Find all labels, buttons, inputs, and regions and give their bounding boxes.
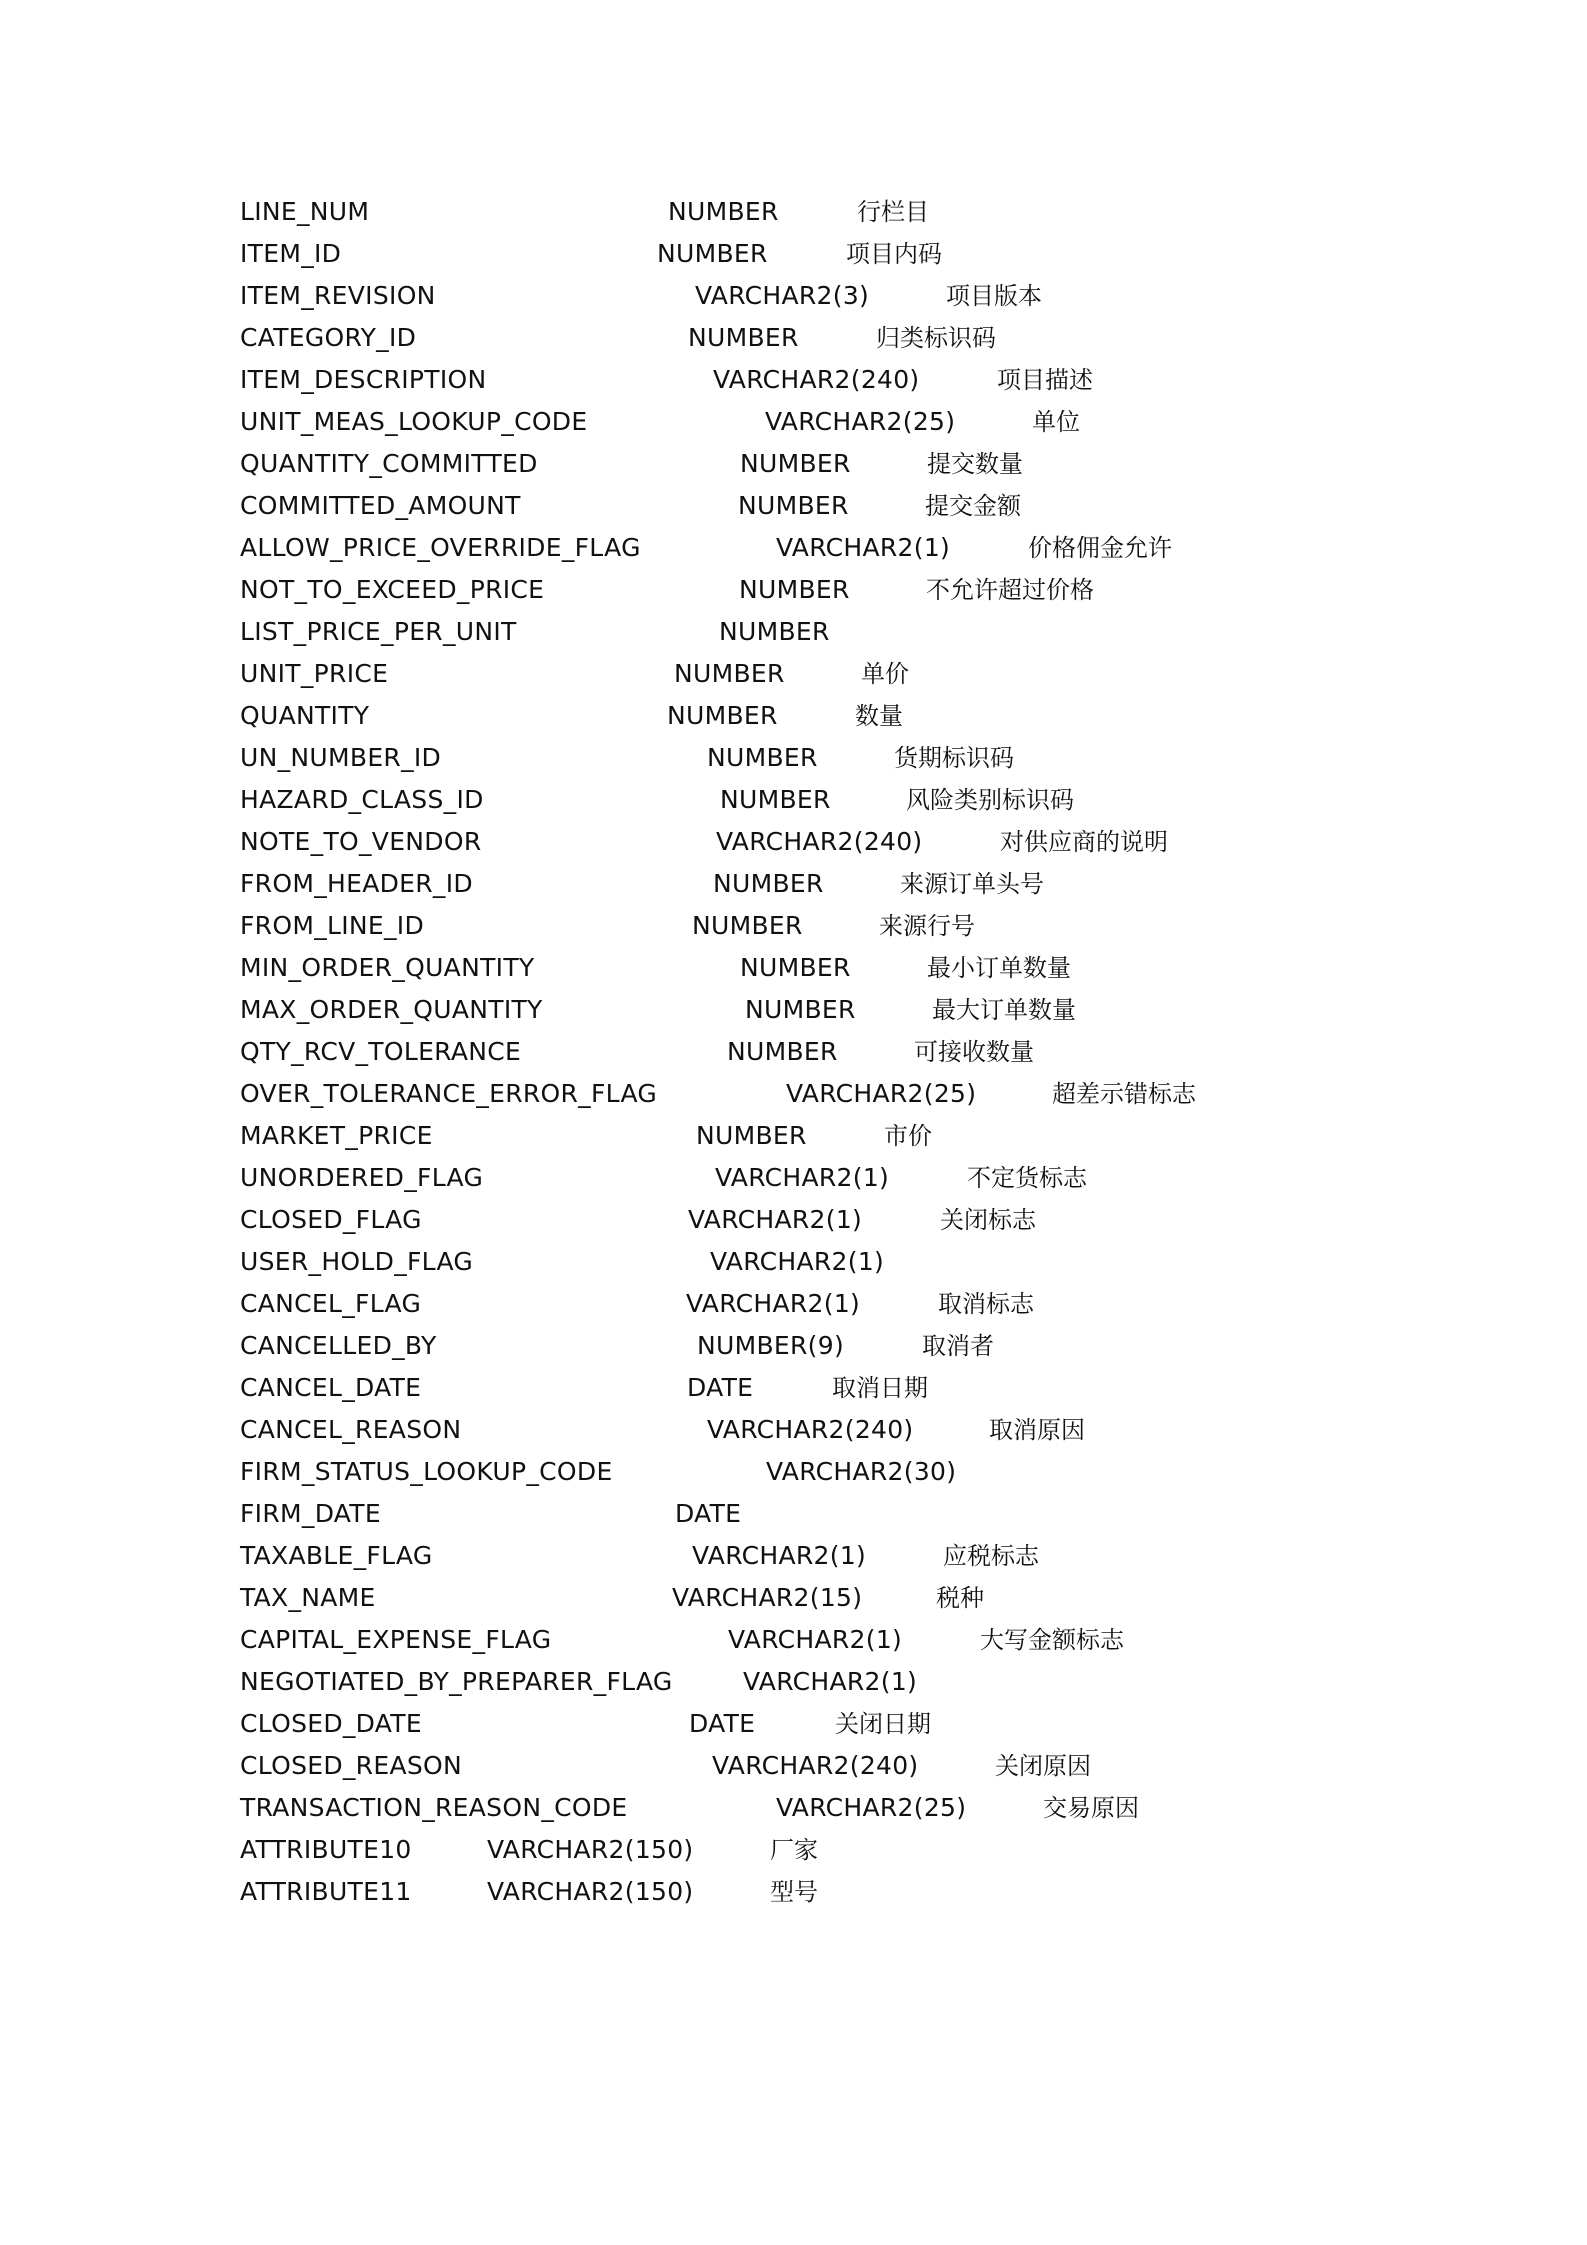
field-type: VARCHAR2(3) [695, 281, 870, 310]
field-name: TAX_NAME [240, 1583, 376, 1612]
field-type: DATE [687, 1373, 754, 1402]
field-name: USER_HOLD_FLAG [240, 1247, 474, 1276]
field-description: 货期标识码 [894, 744, 1014, 772]
field-type: NUMBER [740, 953, 851, 982]
field-description: 厂家 [770, 1836, 818, 1864]
field-description: 项目描述 [997, 366, 1093, 394]
field-description: 最大订单数量 [932, 996, 1076, 1024]
field-name: CATEGORY_ID [240, 323, 417, 352]
field-type: VARCHAR2(240) [712, 1751, 919, 1780]
field-name: UNIT_MEAS_LOOKUP_CODE [240, 407, 588, 436]
field-description: 项目内码 [846, 240, 942, 268]
field-description: 价格佣金允许 [1028, 534, 1172, 562]
field-name: QTY_RCV_TOLERANCE [240, 1037, 522, 1066]
field-name: ATTRIBUTE11 [240, 1877, 412, 1906]
field-name: LINE_NUM [240, 197, 370, 226]
field-type: DATE [675, 1499, 742, 1528]
field-type: NUMBER [719, 617, 830, 646]
field-description: 行栏目 [857, 198, 929, 226]
field-name: FIRM_DATE [240, 1499, 381, 1528]
field-description: 单价 [861, 660, 909, 688]
field-name: CANCELLED_BY [240, 1331, 437, 1360]
field-description: 超差示错标志 [1052, 1080, 1196, 1108]
field-name: UNIT_PRICE [240, 659, 389, 688]
field-name: QUANTITY_COMMITTED [240, 449, 538, 478]
field-type: NUMBER [696, 1121, 807, 1150]
field-name: NEGOTIATED_BY_PREPARER_FLAG [240, 1667, 673, 1696]
field-description: 关闭日期 [835, 1710, 931, 1738]
field-name: CLOSED_FLAG [240, 1205, 422, 1234]
field-type: VARCHAR2(25) [765, 407, 956, 436]
field-name: CANCEL_REASON [240, 1415, 462, 1444]
field-description: 数量 [855, 702, 903, 730]
field-description: 风险类别标识码 [906, 786, 1074, 814]
field-name: TAXABLE_FLAG [240, 1541, 433, 1570]
field-description: 税种 [936, 1584, 984, 1612]
field-type: NUMBER [720, 785, 831, 814]
field-type: VARCHAR2(1) [686, 1289, 861, 1318]
field-type: VARCHAR2(1) [776, 533, 951, 562]
field-type: NUMBER [738, 491, 849, 520]
field-name: OVER_TOLERANCE_ERROR_FLAG [240, 1079, 658, 1108]
field-name: MAX_ORDER_QUANTITY [240, 995, 543, 1024]
field-name: ITEM_ID [240, 239, 342, 268]
field-name: MARKET_PRICE [240, 1121, 433, 1150]
field-name: CLOSED_REASON [240, 1751, 463, 1780]
field-type: VARCHAR2(150) [487, 1835, 694, 1864]
field-description: 来源订单头号 [900, 870, 1044, 898]
field-type: VARCHAR2(1) [692, 1541, 867, 1570]
field-type: VARCHAR2(240) [716, 827, 923, 856]
field-description: 不允许超过价格 [926, 576, 1094, 604]
field-description: 来源行号 [879, 912, 975, 940]
field-name: QUANTITY [240, 701, 370, 730]
field-type: NUMBER(9) [697, 1331, 844, 1360]
field-description: 提交金额 [925, 492, 1021, 520]
field-type: VARCHAR2(15) [672, 1583, 863, 1612]
field-type: VARCHAR2(1) [710, 1247, 885, 1276]
field-description: 项目版本 [946, 282, 1042, 310]
field-name: MIN_ORDER_QUANTITY [240, 953, 535, 982]
field-type: VARCHAR2(25) [776, 1793, 967, 1822]
field-name: HAZARD_CLASS_ID [240, 785, 484, 814]
field-description: 型号 [770, 1878, 818, 1906]
field-type: NUMBER [745, 995, 856, 1024]
field-description: 归类标识码 [876, 324, 996, 352]
field-type: VARCHAR2(150) [487, 1877, 694, 1906]
field-type: NUMBER [713, 869, 824, 898]
field-type: NUMBER [657, 239, 768, 268]
field-name: NOTE_TO_VENDOR [240, 827, 482, 856]
field-name: UNORDERED_FLAG [240, 1163, 484, 1192]
field-type: VARCHAR2(240) [713, 365, 920, 394]
field-type: NUMBER [667, 701, 778, 730]
field-name: CAPITAL_EXPENSE_FLAG [240, 1625, 552, 1654]
field-description: 提交数量 [927, 450, 1023, 478]
field-name: UN_NUMBER_ID [240, 743, 442, 772]
field-type: VARCHAR2(240) [707, 1415, 914, 1444]
field-name: TRANSACTION_REASON_CODE [240, 1793, 628, 1822]
field-type: NUMBER [692, 911, 803, 940]
field-description: 取消日期 [832, 1374, 928, 1402]
field-type: NUMBER [688, 323, 799, 352]
field-type: NUMBER [739, 575, 850, 604]
field-description: 单位 [1032, 408, 1080, 436]
field-type: VARCHAR2(30) [766, 1457, 957, 1486]
field-type: NUMBER [707, 743, 818, 772]
field-description: 对供应商的说明 [1000, 828, 1168, 856]
field-name: FROM_LINE_ID [240, 911, 425, 940]
field-type: VARCHAR2(1) [688, 1205, 863, 1234]
field-type: NUMBER [740, 449, 851, 478]
field-name: ITEM_REVISION [240, 281, 436, 310]
field-name: CANCEL_FLAG [240, 1289, 422, 1318]
field-name: COMMITTED_AMOUNT [240, 491, 521, 520]
field-type: VARCHAR2(1) [743, 1667, 918, 1696]
field-type: VARCHAR2(25) [786, 1079, 977, 1108]
field-type: VARCHAR2(1) [715, 1163, 890, 1192]
field-name: LIST_PRICE_PER_UNIT [240, 617, 517, 646]
field-description: 交易原因 [1043, 1794, 1139, 1822]
field-type: NUMBER [674, 659, 785, 688]
field-name: ATTRIBUTE10 [240, 1835, 412, 1864]
field-description: 取消原因 [989, 1416, 1085, 1444]
field-description: 最小订单数量 [927, 954, 1071, 982]
field-name: ALLOW_PRICE_OVERRIDE_FLAG [240, 533, 641, 562]
field-description: 取消标志 [938, 1290, 1034, 1318]
field-description: 关闭标志 [940, 1206, 1036, 1234]
field-type: DATE [689, 1709, 756, 1738]
field-description: 应税标志 [943, 1542, 1039, 1570]
field-name: CLOSED_DATE [240, 1709, 422, 1738]
field-description: 取消者 [922, 1332, 994, 1360]
field-name: FROM_HEADER_ID [240, 869, 473, 898]
field-description: 不定货标志 [967, 1164, 1087, 1192]
field-name: ITEM_DESCRIPTION [240, 365, 487, 394]
field-description: 大写金额标志 [980, 1626, 1124, 1654]
field-description: 关闭原因 [995, 1752, 1091, 1780]
field-type: NUMBER [727, 1037, 838, 1066]
field-type: NUMBER [668, 197, 779, 226]
field-description: 市价 [884, 1122, 932, 1150]
field-name: CANCEL_DATE [240, 1373, 422, 1402]
field-type: VARCHAR2(1) [728, 1625, 903, 1654]
field-name: NOT_TO_EXCEED_PRICE [240, 575, 545, 604]
field-name: FIRM_STATUS_LOOKUP_CODE [240, 1457, 613, 1486]
field-description: 可接收数量 [914, 1038, 1034, 1066]
